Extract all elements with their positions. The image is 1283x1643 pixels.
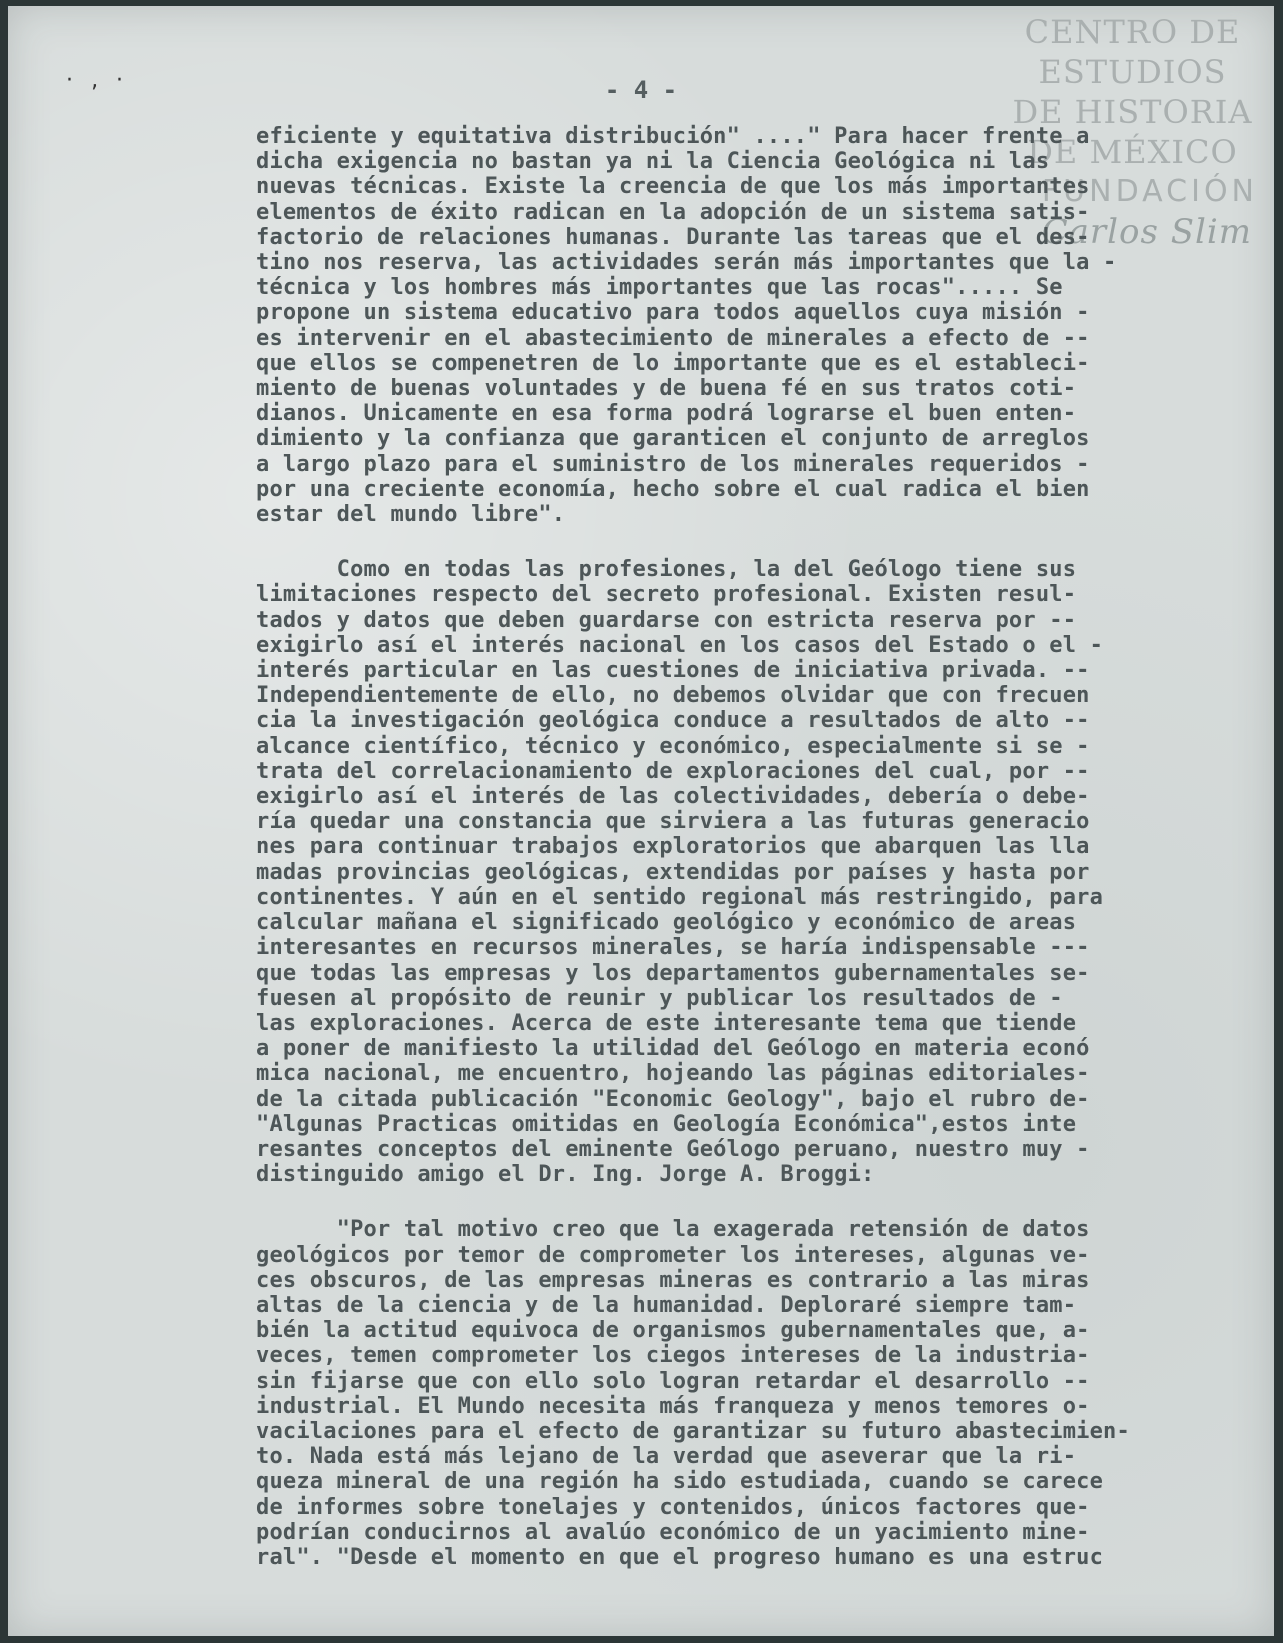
paragraph	[256, 1217, 1216, 1570]
watermark-line: CENTRO DE	[1024, 13, 1241, 51]
corner-marks: ·‚·	[66, 68, 141, 93]
text-line: las exploraciones. Acerca de este interesante tema que tiende	[256, 1010, 1077, 1036]
text-line: continentes. Y aún en el sentido regional más restringido, para	[256, 884, 1104, 910]
text-line: dimiento y la confianza que garanticen el conjunto de arreglos	[256, 426, 1090, 452]
text-line: calcular mañana el significado geológico y económico de areas	[256, 910, 1077, 936]
text-line: vacilaciones para el efecto de garantizar su futuro abastecimien-	[256, 1418, 1130, 1444]
text-line: miento de buenas voluntades y de buena fé en sus tratos coti-	[256, 376, 1077, 402]
text-line: ral". "Desde el momento en que el progreso humano es una estruc	[256, 1544, 1104, 1570]
text-line: dianos. Unicamente en esa forma podrá lograrse el buen enten-	[256, 401, 1077, 427]
text-line: madas provincias geológicas, extendidas por países y hasta por	[256, 859, 1090, 885]
text-line: nuevas técnicas. Existe la creencia de que los más importantes	[256, 174, 1090, 200]
text-line: a poner de manifiesto la utilidad del Geólogo en materia econó	[256, 1036, 1090, 1062]
text-line: exigirlo así el interés de las colectividades, debería o debe-	[256, 784, 1090, 810]
watermark-line: DE MÉXICO	[1027, 133, 1238, 171]
text-line: tino nos reserva, las actividades serán más importantes que la -	[256, 250, 1117, 276]
text-line: estar del mundo libre".	[256, 502, 566, 528]
text-line: distinguido amigo el Dr. Ing. Jorge A. Broggi:	[256, 1162, 875, 1188]
text-line: cia la investigación geológica conduce a resultados de alto --	[256, 708, 1090, 734]
text-line: que ellos se compenetren de lo importante que es el estableci-	[256, 350, 1090, 376]
text-line: a largo plazo para el suministro de los minerales requeridos -	[256, 451, 1090, 477]
paragraph	[256, 557, 1216, 1187]
text-line: industrial. El Mundo necesita más franqueza y menos temores o-	[256, 1393, 1090, 1419]
text-line: nes para continuar trabajos exploratorios que abarquen las lla	[256, 834, 1090, 860]
text-line: bién la actitud equivoca de organismos gubernamentales que, a-	[256, 1318, 1090, 1344]
text-line: tados y datos que deben guardarse con estricta reserva por --	[256, 607, 1077, 633]
text-line: interesantes en recursos minerales, se haría indispensable ---	[256, 935, 1090, 961]
text-line: que todas las empresas y los departamentos gubernamentales se-	[256, 960, 1090, 986]
text-line: queza mineral de una región ha sido estudiada, cuando se carece	[256, 1469, 1104, 1495]
text-line: mica nacional, me encuentro, hojeando las páginas editoriales-	[256, 1061, 1090, 1087]
text-line: de informes sobre tonelajes y contenidos, únicos factores que-	[256, 1494, 1090, 1520]
text-line: "Algunas Practicas omitidas en Geología Económica",estos inte	[256, 1111, 1077, 1137]
text-line: altas de la ciencia y de la humanidad. Deploraré siempre tam-	[256, 1292, 1077, 1318]
text-line: ces obscuros, de las empresas mineras es contrario a las miras	[256, 1267, 1090, 1293]
text-line: Como en todas las profesiones, la del Geólogo tiene sus	[256, 557, 1077, 583]
text-line: elementos de éxito radican en la adopción de un sistema satis-	[256, 199, 1090, 225]
paragraph	[256, 124, 1216, 527]
watermark-line: DE HISTORIA	[1012, 93, 1253, 131]
text-line: alcance científico, técnico y económico, especialmente si se -	[256, 733, 1090, 759]
watermark-foundation: FUNDACIÓN	[1041, 174, 1258, 209]
document-page	[8, 6, 1274, 1636]
text-line: propone un sistema educativo para todos aquellos cuya misión -	[256, 300, 1090, 326]
text-line: trata del correlacionamiento de exploraciones del cual, por --	[256, 758, 1090, 784]
text-line: ría quedar una constancia que sirviera a las futuras generacio	[256, 809, 1090, 835]
text-line: to. Nada está más lejano de la verdad que aseverar que la ri-	[256, 1444, 1077, 1470]
text-line: por una creciente economía, hecho sobre el cual radica el bien	[256, 476, 1090, 502]
text-line: limitaciones respecto del secreto profesional. Existen resul-	[256, 582, 1077, 608]
text-line: sin fijarse que con ello solo logran retardar el desarrollo --	[256, 1368, 1090, 1394]
text-line: "Por tal motivo creo que la exagerada retensión de datos	[256, 1217, 1090, 1243]
text-line: geológicos por temor de comprometer los intereses, algunas ve-	[256, 1242, 1090, 1268]
text-line: veces, temen comprometer los ciegos intereses de la industria-	[256, 1343, 1090, 1369]
text-line: Independientemente de ello, no debemos olvidar que con frecuen	[256, 683, 1090, 709]
typed-text-body	[256, 124, 1216, 1570]
text-line: eficiente y equitativa distribución" ...." Para hacer frente a	[256, 124, 1090, 149]
watermark-line: ESTUDIOS	[1038, 53, 1227, 91]
text-line: exigirlo así el interés nacional en los casos del Estado o el -	[256, 632, 1104, 658]
text-line: factorio de relaciones humanas. Durante las tareas que el des-	[256, 224, 1090, 250]
text-line: es intervenir en el abastecimiento de minerales a efecto de --	[256, 325, 1090, 351]
text-line: técnica y los hombres más importantes que las rocas"..... Se	[256, 275, 1063, 301]
text-line: dicha exigencia no bastan ya ni la Ciencia Geológica ni las	[256, 149, 1050, 175]
text-line: podrían conducirnos al avalúo económico de un yacimiento mine-	[256, 1519, 1090, 1545]
text-line: resantes conceptos del eminente Geólogo peruano, nuestro muy -	[256, 1136, 1090, 1162]
text-line: de la citada publicación "Economic Geology", bajo el rubro de-	[256, 1086, 1090, 1112]
text-line: interés particular en las cuestiones de iniciativa privada. --	[256, 658, 1090, 684]
page-number: - 4 -	[604, 76, 678, 104]
watermark-signature: Carlos Slim	[1041, 212, 1252, 252]
text-line: fuesen al propósito de reunir y publicar los resultados de -	[256, 985, 1063, 1011]
